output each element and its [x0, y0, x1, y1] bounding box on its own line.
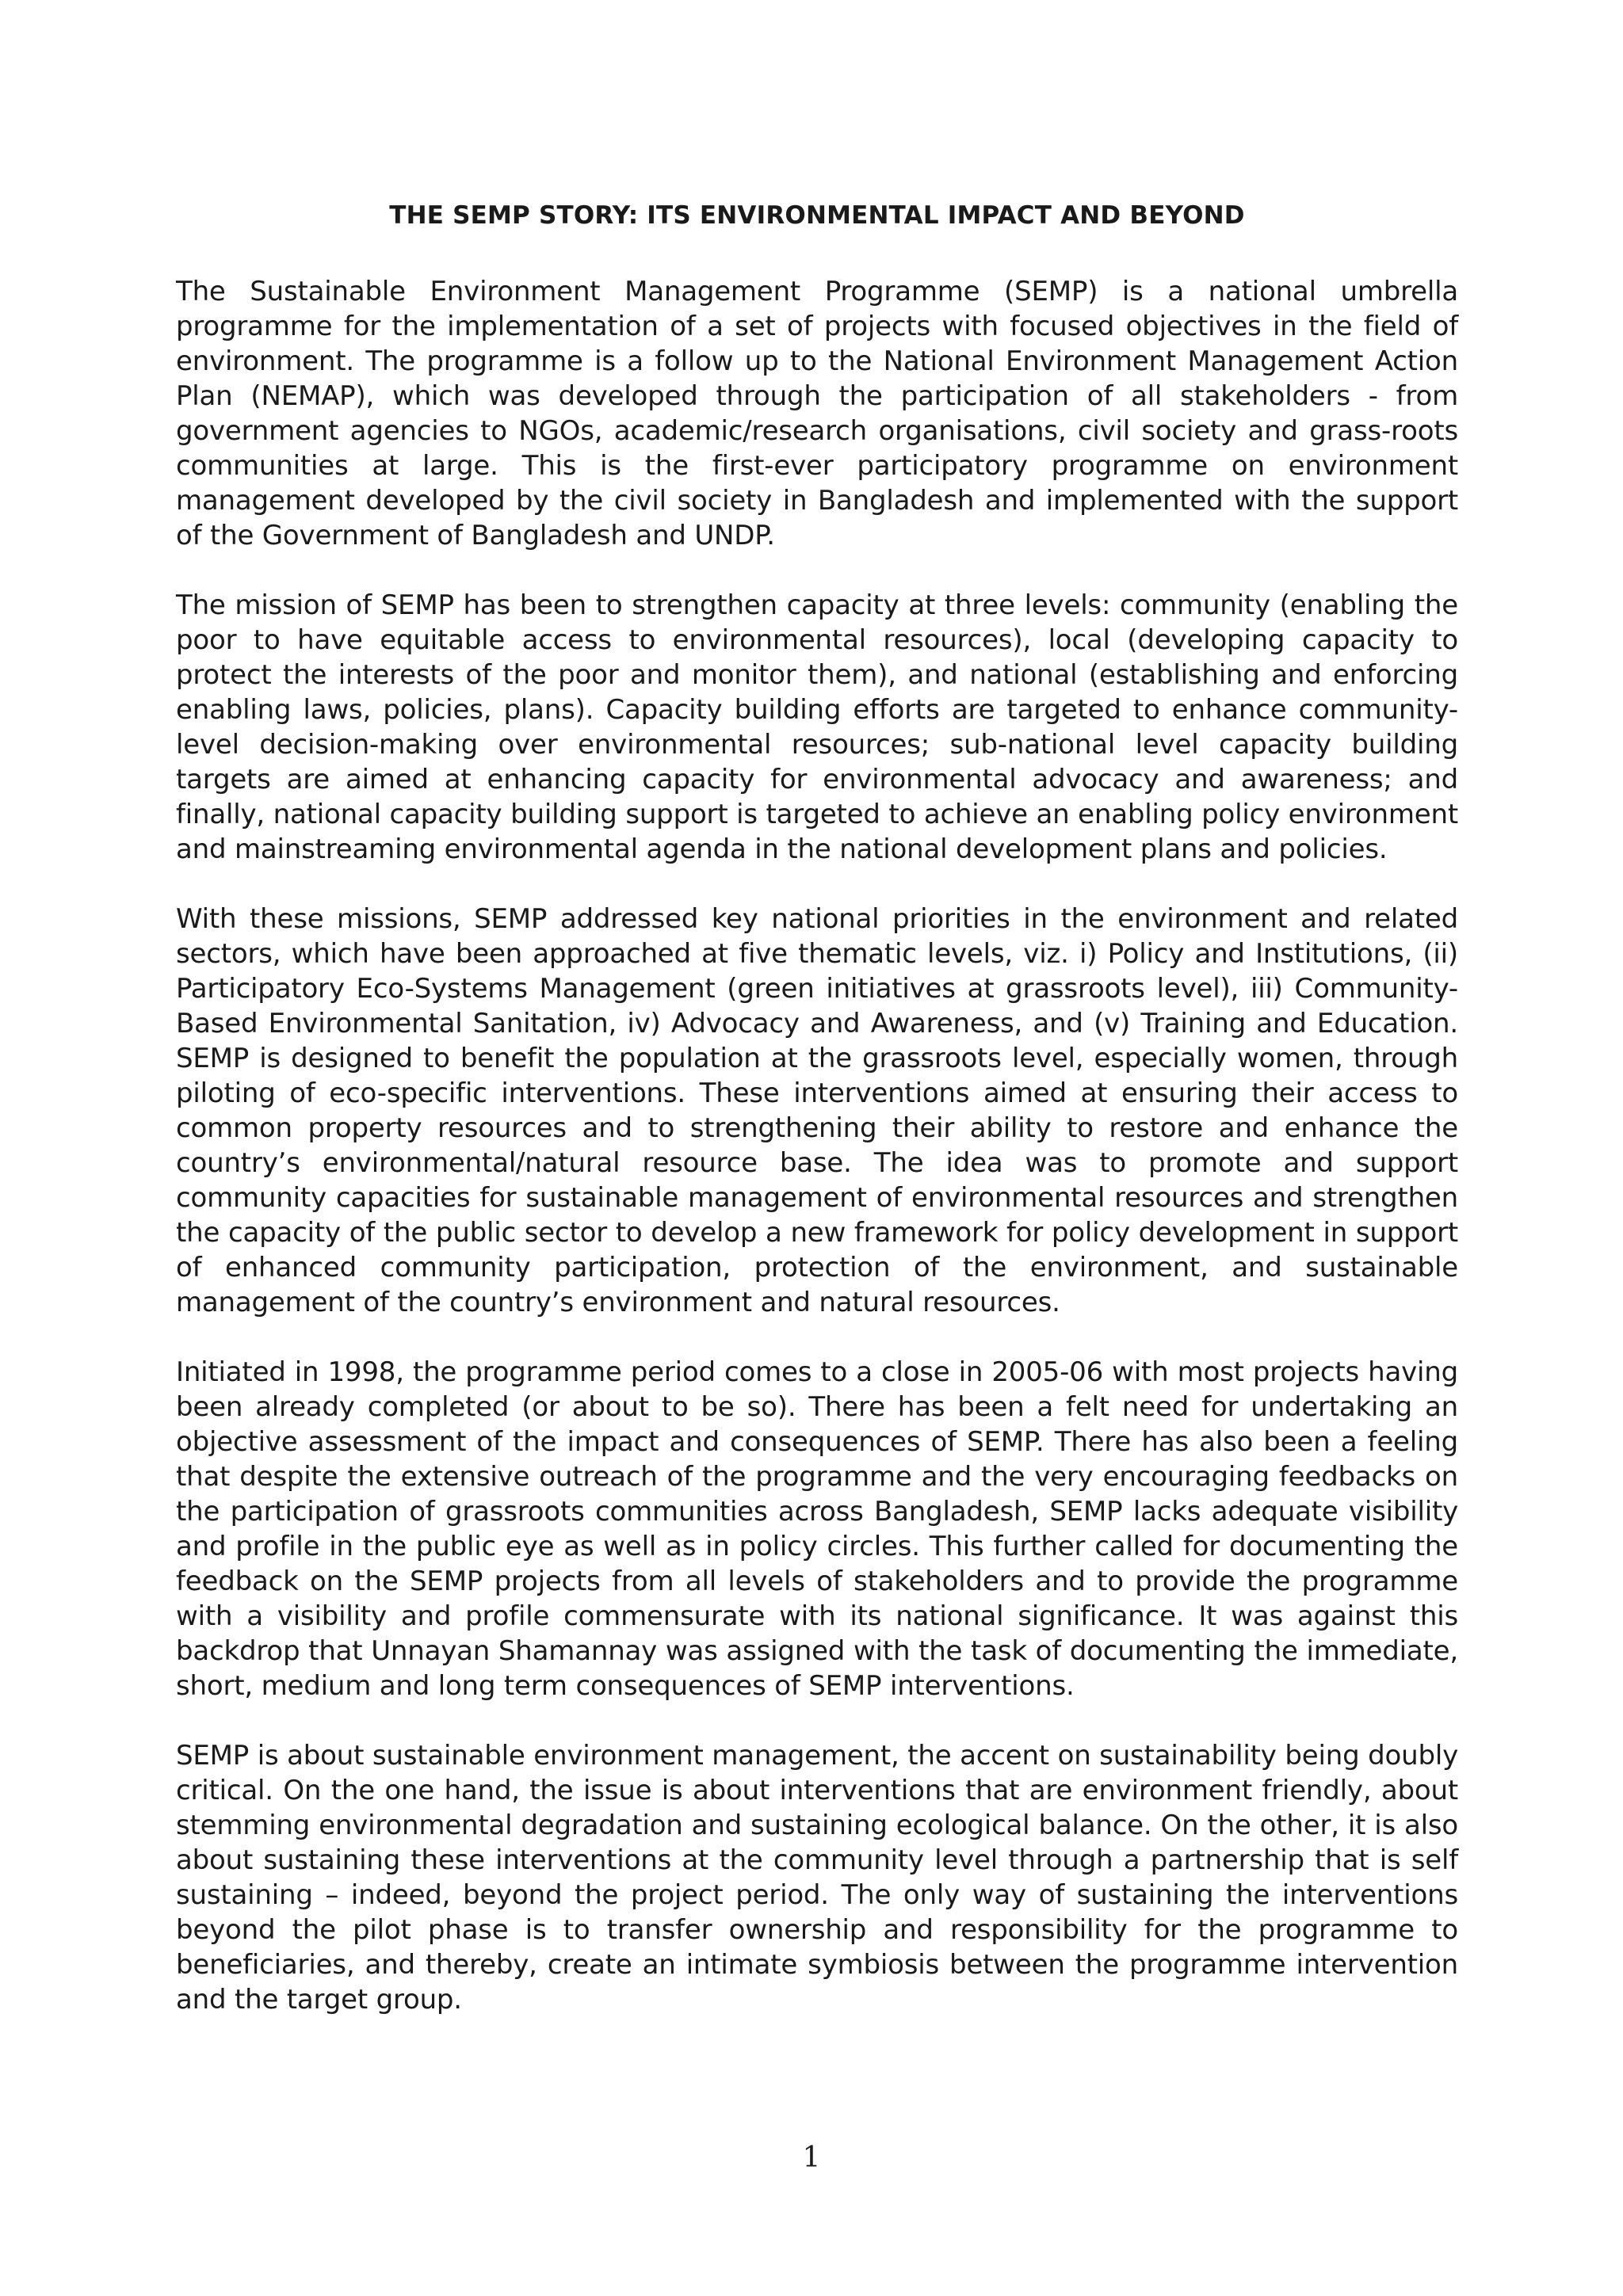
- paragraph-assessment: Initiated in 1998, the programme period comes to a close in 2005-06 with most projects having been already completed (or about to be so). There has been a felt need for undertaking an objective assessment of the impact and consequences of SEMP. There has also been a feeling that despite the extensive outreach of the programme and the very encouraging feedbacks on the participation of grassroots communities across Bangladesh, SEMP lacks adequate visibility and profile in the public eye as well as in policy circles. This further called for documenting the feedback on the SEMP projects from all levels of stakeholders and to provide the programme with a visibility and profile commensurate with its national significance. It was against this backdrop that Unnayan Shamannay was assigned with the task of documenting the immediate, short, medium and long term consequences of SEMP interventions.: [176, 1356, 1458, 1702]
- page-title: THE SEMP STORY: ITS ENVIRONMENTAL IMPACT AND BEYOND: [389, 201, 1245, 230]
- paragraph-thematic-levels: With these missions, SEMP addressed key national priorities in the environment and related sectors, which have been approached at five thematic levels, viz. i) Policy and Institutions, (ii) Participatory Eco-Systems Management (green initiatives at grassroots level), iii) Community-Based Environmental Sanitation, iv) Advocacy and Awareness, and (v) Training and Education. SEMP is designed to benefit the population at the grassroots level, especially women, through piloting of eco-specific interventions. These interventions aimed at ensuring their access to common property resources and to strengthening their ability to restore and enhance the country’s environmental/natural resource base. The idea was to promote and support community capacities for sustainable management of environmental resources and strengthen the capacity of the public sector to develop a new framework for policy development in support of enhanced community participation, protection of the environment, and sustainable management of the country’s environment and natural resources.: [176, 903, 1458, 1318]
- page-number: 1: [802, 2142, 821, 2174]
- document-body: [176, 274, 1458, 2052]
- paragraph-sustainability: SEMP is about sustainable environment management, the accent on sustainability being doubly critical. On the one hand, the issue is about interventions that are environment friendly, about stemming environmental degradation and sustaining ecological balance. On the other, it is also about sustaining these interventions at the community level through a partnership that is self sustaining – indeed, beyond the project period. The only way of sustaining the interventions beyond the pilot phase is to transfer ownership and responsibility for the programme to beneficiaries, and thereby, create an intimate symbiosis between the programme intervention and the target group.: [176, 1740, 1458, 2016]
- paragraph-mission: The mission of SEMP has been to strengthen capacity at three levels: community (enabling the poor to have equitable access to environmental resources), local (developing capacity to protect the interests of the poor and monitor them), and national (establishing and enforcing enabling laws, policies, plans). Capacity building efforts are targeted to enhance community-level decision-making over environmental resources; sub-national level capacity building targets are aimed at enhancing capacity for environmental advocacy and awareness; and finally, national capacity building support is targeted to achieve an enabling policy environment and mainstreaming environmental agenda in the national development plans and policies.: [176, 589, 1458, 865]
- paragraph-introduction: The Sustainable Environment Management Programme (SEMP) is a national umbrella programme for the implementation of a set of projects with focused objectives in the field of environment. The programme is a follow up to the National Environment Management Action Plan (NEMAP), which was developed through the participation of all stakeholders - from government agencies to NGOs, academic/research organisations, civil society and grass-roots communities at large. This is the first-ever participatory programme on environment management developed by the civil society in Bangladesh and implemented with the support of the Government of Bangladesh and UNDP.: [176, 276, 1458, 551]
